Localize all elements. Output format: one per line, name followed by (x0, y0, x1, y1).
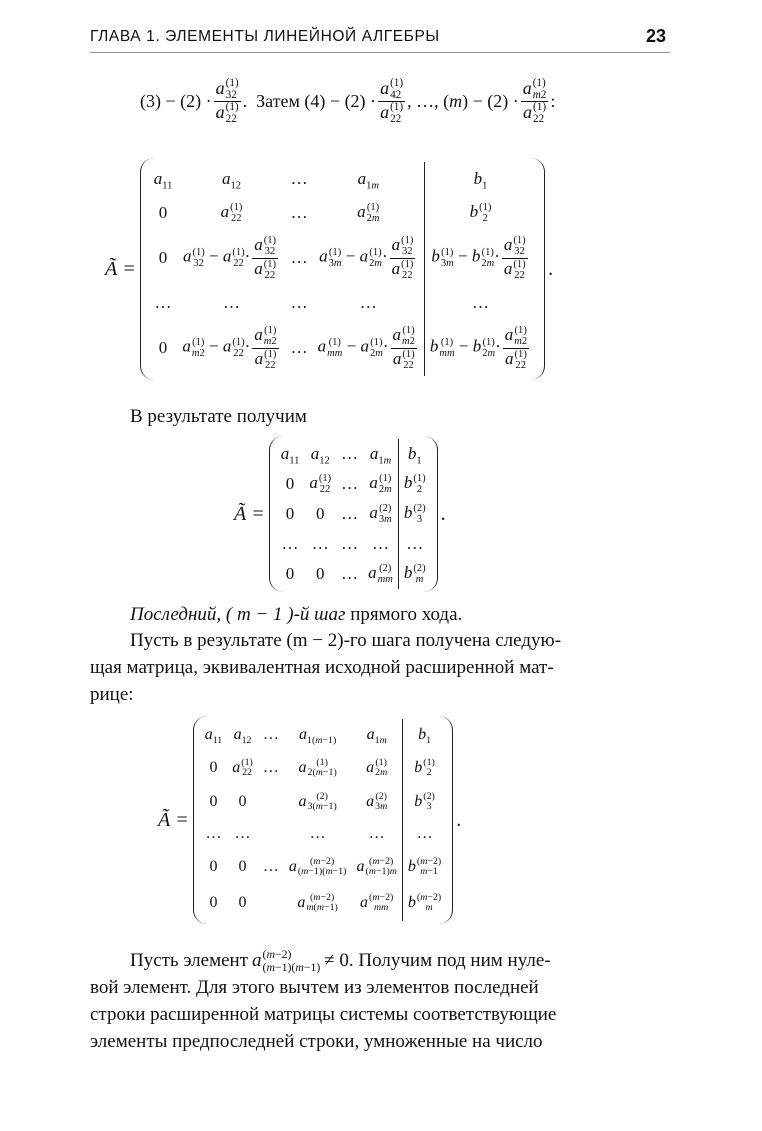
matrix-1: Ã = $a_{11}$ $a_{12}$ … $a_{1m}$ $b_1$ 0 a (1) 22 … a (1) 2m b (1) 2 0 a (1) 32 − a (1) 22 · a (1) 32 a (1) 22 … a (1) 3m − a (1) 2m · a (1) 32 a (1) 22 b (1) 3m − b (1) 2m · a (1) 32 a (1) 22 … … … … … 0 a (1) m2 − a (1) 22 · a (1) m2 a (1) 22 … a (1) mm − a (1) 2m · a (1) m2 a (1) 22 b (1) mm − b (1) 2m · a (1) m2 a (1) 22 . (105, 158, 553, 380)
para2-post: ≠ 0. Получим под ним нуле- (324, 950, 551, 971)
para2-line3: строки расширенной матрицы системы соответствующие (90, 1003, 557, 1025)
last-step-italic: Последний, ( m − 1 )-й шаг (130, 604, 346, 625)
para2-line4: элементы предпоследней строки, умноженные на число (90, 1030, 543, 1052)
matrix-symbol: Ã = (158, 808, 189, 831)
page-number: 23 (645, 26, 666, 46)
chapter-title: ГЛАВА 1. ЭЛЕМЕНТЫ ЛИНЕЙНОЙ АЛГЕБРЫ (90, 28, 440, 45)
para2-line2: вой элемент. Для этого вычтем из элементов последней (90, 976, 539, 998)
para1-line2: щая матрица, эквивалентная исходной расширенной мат- (90, 656, 554, 678)
matrix-symbol: Ã = (234, 502, 265, 525)
matrix-symbol: Ã = (105, 257, 136, 280)
para2-line1 (90, 948, 670, 975)
last-step-rest: прямого хода. (345, 604, 463, 625)
element-symbol: a (m−2) (m−1)(m−1) (252, 948, 321, 974)
last-step-heading (130, 602, 670, 629)
matrix-3: Ã = $a_{11}$ $a_{12}$ … $a_{1(m-1)}$ $a_{1m}$ $b_1$ 0 a (1) 22 … a (1) 2(m−1) a (1) 2m b (1) 2 0 0 a (2) 3(m−1) a (2) 3m b (2) 3 … … … … … 0 0 … a (m−2) (m−1)(m−1) a (m−2) (m−1)m b (m−2) m−1 0 0 a (m−2) m(m−1) a (m−2) mm b (m−2) m . (158, 716, 461, 924)
paragraph-1 (90, 628, 670, 709)
result-text: В результате получим (130, 406, 307, 427)
matrix-2: Ã = $a_{11}$ $a_{12}$ … $a_{1m}$ $b_1$ 0 a (1) 22 … a (1) 2m b (1) 2 0 0 … a (2) 3m b (2) 3 … … … … … 0 0 … a (2) mm b (2) m . (234, 436, 446, 592)
para1-line3: рице: (90, 683, 134, 705)
running-header (90, 26, 670, 53)
para2-pre: Пусть элемент (130, 950, 249, 971)
para1-line1: Пусть в результате (m − 2)-го шага получена следую- (130, 630, 562, 651)
paragraph-2 (90, 948, 670, 1056)
step-formula: (3) − (2) · a (1) 32 a (1) 22 . Затем (4) − (2) · a (1) 42 a (1) 22 , …, (m) − (2) · a (1) m2 a (1) 22 : (140, 77, 556, 126)
